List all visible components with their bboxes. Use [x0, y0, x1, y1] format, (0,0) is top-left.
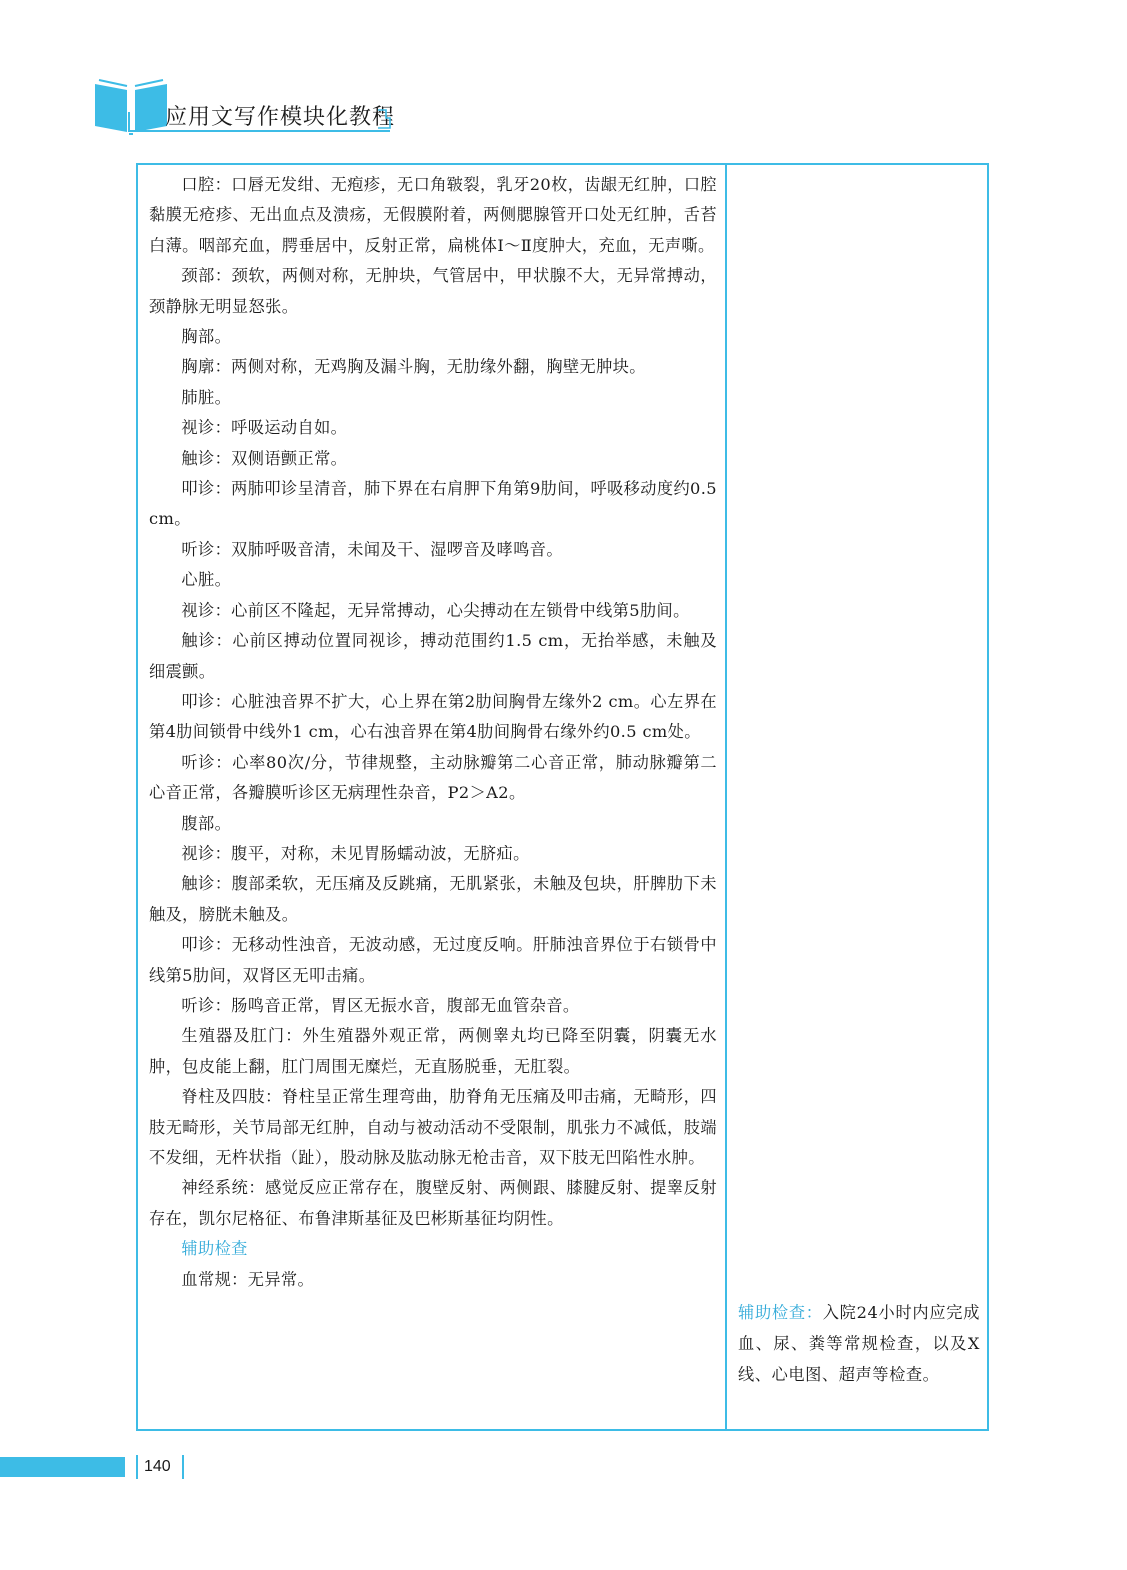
paragraph-heart-palpation: 触诊：心前区搏动位置同视诊，搏动范围约1.5 cm，无抬举感，未触及细震颤。: [149, 631, 717, 681]
paragraph-abdomen-inspection: 视诊：腹平，对称，未见胃肠蠕动波，无脐疝。: [181, 843, 530, 863]
paragraph-abdomen: 腹部。: [181, 813, 232, 833]
main-text-column: [149, 170, 717, 1295]
paragraph-lung-palpation: 触诊：双侧语颤正常。: [181, 448, 348, 468]
book-title: 应用文写作模块化教程: [165, 105, 396, 130]
side-annotation-text: 入院24小时内应完成血、尿、粪等常规检查，以及X线、心电图、超声等检查。: [738, 1303, 981, 1384]
paragraph-abdomen-auscultation: 听诊：肠鸣音正常，胃区无振水音，腹部无血管杂音。: [181, 995, 580, 1015]
paragraph-lung-auscultation: 听诊：双肺呼吸音清，未闻及干、湿啰音及哮鸣音。: [181, 539, 563, 559]
paragraph-lungs: 肺脏。: [181, 387, 232, 407]
paragraph-lung-percussion: 叩诊：两肺叩诊呈清音，肺下界在右肩胛下角第9肋间，呼吸移动度约0.5 cm。: [149, 479, 717, 529]
paragraph-abdomen-percussion: 叩诊：无移动性浊音，无波动感，无过度反响。肝肺浊音界位于右锁骨中线第5肋间，双肾区无叩击痛。: [149, 935, 717, 985]
paragraph-abdomen-palpation: 触诊：腹部柔软，无压痛及反跳痛，无肌紧张，未触及包块，肝脾肋下未触及，膀胱未触及。: [149, 874, 717, 924]
paragraph-lung-inspection: 视诊：呼吸运动自如。: [181, 418, 348, 438]
paragraph-heart: 心脏。: [181, 570, 232, 590]
paragraph-blood-routine: 血常规：无异常。: [181, 1269, 315, 1289]
footer-rule-right: [182, 1455, 184, 1479]
side-annotation: [738, 1297, 980, 1390]
paragraph-neck: 颈部：颈软，两侧对称，无肿块，气管居中，甲状腺不大，无异常搏动，颈静脉无明显怒张。: [149, 266, 717, 316]
paragraph-spine-limbs: 脊柱及四肢：脊柱呈正常生理弯曲，肋脊角无压痛及叩击痛，无畸形，四肢无畸形，关节局部无红肿，自动与被动活动不受限制，肌张力不减低，肢端不发细，无杵状指（趾），股动脉及肱动脉无枪击音，双下肢无凹陷性水肿。: [149, 1087, 717, 1167]
page-number: 140: [144, 1458, 171, 1475]
paragraph-heart-percussion: 叩诊：心脏浊音界不扩大，心上界在第2肋间胸骨左缘外2 cm。心左界在第4肋间锁骨中线外1 cm，心右浊音界在第4肋间胸骨右缘外约0.5 cm处。: [149, 691, 717, 742]
paragraph-oral-cavity: 口腔：口唇无发绀、无疱疹，无口角皲裂，乳牙20枚，齿龈无红肿，口腔黏膜无疮疹、无出血点及溃疡，无假膜附着，两侧腮腺管开口处无红肿，舌苔白薄。咽部充血，腭垂居中，反射正常，扁桃体Ⅰ～Ⅱ度肿大，充血，无声嘶。: [149, 175, 717, 255]
aux-exam-heading: 辅助检查: [181, 1239, 248, 1259]
footer-rule-left: [136, 1455, 138, 1479]
column-divider: [725, 163, 727, 1431]
paragraph-thorax: 胸廓：两侧对称，无鸡胸及漏斗胸，无肋缘外翻，胸壁无肿块。: [181, 357, 646, 377]
open-book-icon: [93, 76, 169, 136]
paragraph-heart-auscultation: 听诊：心率80次/分，节律规整，主动脉瓣第二心音正常，肺动脉瓣第二心音正常，各瓣膜听诊区无病理性杂音，P2＞A2。: [149, 752, 717, 803]
header-rule-vertical: [128, 112, 130, 132]
header-bracket-ornament: [376, 108, 392, 130]
footer-accent-bar: [0, 1457, 125, 1477]
paragraph-genitals-anus: 生殖器及肛门：外生殖器外观正常，两侧睾丸均已降至阴囊，阴囊无水肿，包皮能上翻，肛门周围无糜烂，无直肠脱垂，无肛裂。: [149, 1026, 717, 1076]
paragraph-chest: 胸部。: [181, 327, 232, 347]
paragraph-heart-inspection: 视诊：心前区不隆起，无异常搏动，心尖搏动在左锁骨中线第5肋间。: [181, 600, 690, 620]
side-annotation-label: 辅助检查：: [738, 1303, 823, 1322]
paragraph-nervous-system: 神经系统：感觉反应正常存在，腹壁反射、两侧跟、膝腱反射、提睾反射存在，凯尔尼格征、布鲁津斯基征及巴彬斯基征均阴性。: [149, 1178, 717, 1228]
